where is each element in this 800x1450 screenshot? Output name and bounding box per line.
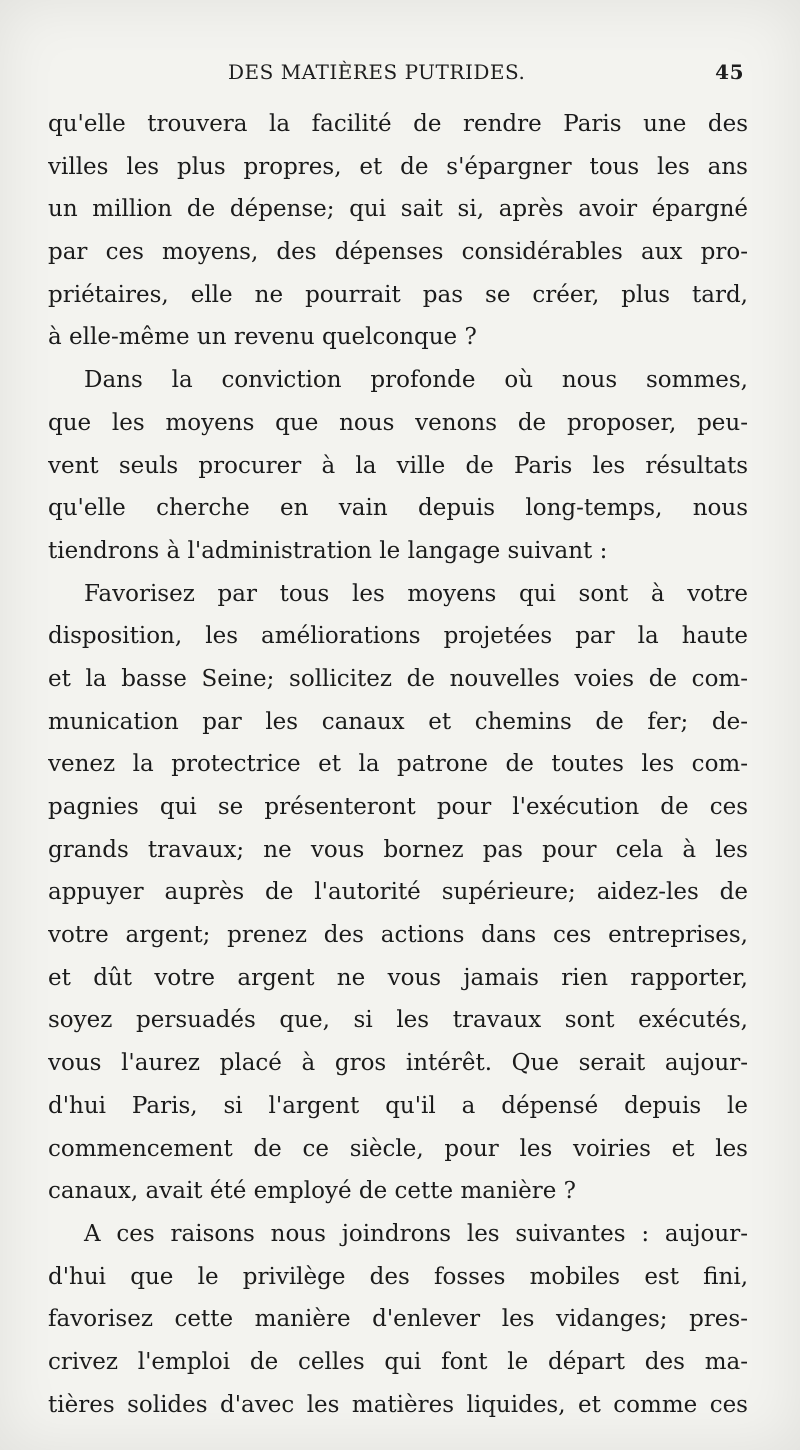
running-title: DES MATIÈRES PUTRIDES. xyxy=(228,60,526,84)
text-line: vent seuls procurer à la ville de Paris les résultats xyxy=(48,452,748,479)
text-line: un million de dépense; qui sait si, après avoir épargné xyxy=(48,196,748,223)
text-line: que les moyens que nous venons de proposer, peu- xyxy=(48,409,748,436)
text-line: appuyer auprès de l'autorité supérieure; aidez-les de xyxy=(48,879,748,906)
text-line: priétaires, elle ne pourrait pas se créer, plus tard, xyxy=(48,281,748,308)
body-text xyxy=(48,103,748,1426)
text-line: qu'elle cherche en vain depuis long-temps, nous xyxy=(48,495,748,522)
page-number: 45 xyxy=(715,60,744,84)
text-line: soyez persuadés que, si les travaux sont exécutés, xyxy=(48,1007,748,1034)
page-header xyxy=(48,60,744,90)
text-line: disposition, les améliorations projetées par la haute xyxy=(48,623,748,650)
text-line: et dût votre argent ne vous jamais rien rapporter, xyxy=(48,964,748,991)
text-line: par ces moyens, des dépenses considérables aux pro- xyxy=(48,239,748,266)
text-line: crivez l'emploi de celles qui font le départ des ma- xyxy=(48,1348,748,1375)
text-line: tières solides d'avec les matières liquides, et comme ces xyxy=(48,1391,748,1418)
text-line: Favorisez par tous les moyens qui sont à votre xyxy=(84,580,748,607)
text-line: canaux, avait été employé de cette manière ? xyxy=(48,1178,576,1205)
text-line: d'hui que le privilège des fosses mobiles est fini, xyxy=(48,1263,748,1290)
text-line: vous l'aurez placé à gros intérêt. Que serait aujour- xyxy=(48,1050,748,1077)
text-line: et la basse Seine; sollicitez de nouvelles voies de com- xyxy=(48,665,748,692)
text-line: Dans la conviction profonde où nous sommes, xyxy=(84,367,748,394)
text-line: qu'elle trouvera la facilité de rendre Paris une des xyxy=(48,111,748,137)
text-line: favorisez cette manière d'enlever les vidanges; pres- xyxy=(48,1306,748,1333)
text-line: commencement de ce siècle, pour les voiries et les xyxy=(48,1135,748,1162)
text-line: votre argent; prenez des actions dans ces entreprises, xyxy=(48,922,748,949)
text-line: à elle-même un revenu quelconque ? xyxy=(48,324,477,351)
text-line: d'hui Paris, si l'argent qu'il a dépensé depuis le xyxy=(48,1092,748,1119)
text-line: tiendrons à l'administration le langage suivant : xyxy=(48,537,608,564)
text-line: A ces raisons nous joindrons les suivantes : aujour- xyxy=(84,1220,748,1247)
text-line: venez la protectrice et la patrone de toutes les com- xyxy=(48,751,748,778)
text-line: munication par les canaux et chemins de fer; de- xyxy=(48,708,748,735)
text-line: pagnies qui se présenteront pour l'exécution de ces xyxy=(48,794,748,820)
text-line: grands travaux; ne vous bornez pas pour cela à les xyxy=(48,836,748,863)
text-line: villes les plus propres, et de s'épargner tous les ans xyxy=(48,153,748,180)
